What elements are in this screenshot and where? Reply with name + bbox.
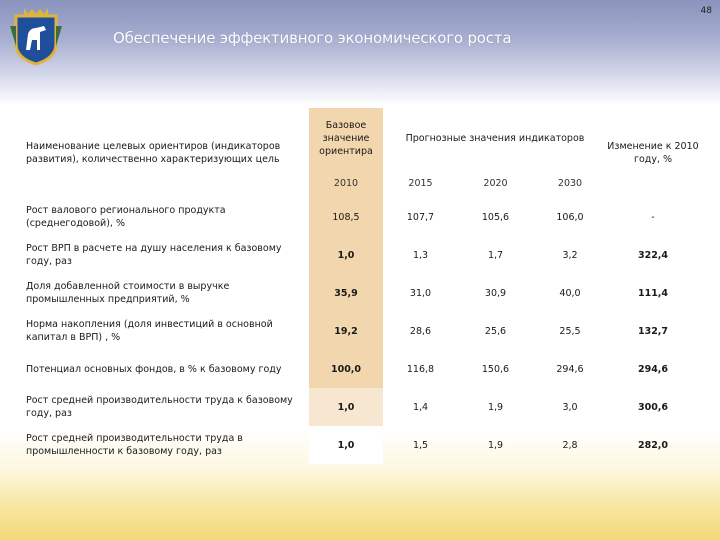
row-label: Рост средней производительности труда в промышленности к базовому году, раз [26,433,243,457]
row-2020: 1,9 [487,401,504,413]
row-base: 108,5 [309,198,383,236]
page-number: 48 [700,6,712,16]
header-name: Наименование целевых ориентиров (индикаторов развития), количественно характеризующих цель [26,141,281,165]
row-base: 1,0 [309,236,383,274]
slide-title: Обеспечение эффективного экономического роста [113,29,512,47]
row-change: 294,6 [637,363,669,375]
table-row [22,198,699,236]
header-base: Базовое значение ориентира [309,108,383,168]
row-base: 19,2 [309,312,383,350]
table-row [22,388,699,426]
row-2030: 3,2 [562,249,578,261]
row-change: 132,7 [637,325,669,337]
row-2020: 1,9 [487,439,504,451]
row-2020: 25,6 [484,325,507,337]
row-label: Рост валового регионального продукта (среднегодовой), % [26,205,226,229]
row-label: Доля добавленной стоимости в выручке промышленных предприятий, % [26,281,230,305]
row-2020: 105,6 [481,211,510,223]
header-change: Изменение к 2010 году, % [607,141,699,165]
row-2020: 150,6 [481,363,510,375]
row-base: 100,0 [309,350,383,388]
row-2030: 40,0 [559,287,581,299]
table-row [22,274,699,312]
row-base: 1,0 [309,388,383,426]
row-change: 300,6 [637,401,669,413]
row-2030: 106,0 [556,211,584,223]
row-2030: 3,0 [562,401,578,413]
samara-emblem-icon [10,6,62,68]
row-label: Потенциал основных фондов, в % к базовому году [26,363,282,375]
table-row [22,312,699,350]
row-change: - [651,211,655,223]
table-row [22,350,699,388]
header-forecast: Прогнозные значения индикаторов [405,132,585,144]
row-base: 35,9 [309,274,383,312]
indicators-table [22,108,699,464]
row-2030: 2,8 [562,439,578,451]
row-change: 322,4 [637,249,669,261]
row-label: Рост средней производительности труда к базовому году, раз [26,395,293,419]
row-2015: 1,5 [412,439,429,451]
row-2030: 25,5 [559,325,581,337]
row-base: 1,0 [309,426,383,464]
row-2015: 1,4 [412,401,429,413]
row-2015: 107,7 [406,211,435,223]
row-2015: 31,0 [409,287,432,299]
row-2015: 116,8 [406,363,435,375]
row-label: Рост ВРП в расчете на душу населения к базовому году, раз [26,243,282,267]
row-change: 282,0 [637,439,669,451]
table-row [22,426,699,464]
row-2015: 1,3 [412,249,429,261]
row-2020: 1,7 [487,249,504,261]
row-label: Норма накопления (доля инвестиций в основной капитал в ВРП) , % [26,319,273,343]
row-2030: 294,6 [556,363,584,375]
year-2030: 2030 [557,177,583,189]
year-2015: 2015 [408,177,433,189]
year-2020: 2020 [483,177,508,189]
row-2015: 28,6 [409,325,432,337]
row-change: 111,4 [637,287,669,299]
row-2020: 30,9 [484,287,507,299]
table-row [22,236,699,274]
year-2010: 2010 [309,168,383,198]
table-header-row [22,108,699,168]
